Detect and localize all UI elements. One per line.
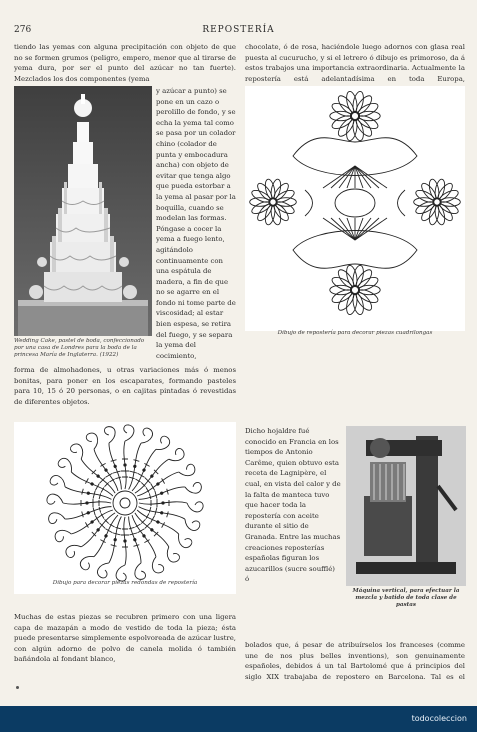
paragraph-left-full: forma de almohadones, u otras variaciones más ó menos bonitas, para poner en los escaparates, formando pasteles para 10, 15 ó 20 personas, o en cajitas pintadas ó revestidas de diferentes objetos. xyxy=(14,366,236,406)
caption-wedding-cake: Wedding Cake, pastel de boda, confeccionado por una casa de Londres para la boda de la princesa María de Inglaterra. (1922) xyxy=(14,338,145,359)
round-pattern-figure xyxy=(14,422,236,594)
caption-round-pattern: Dibujo para decorar piezas redondas de repostería xyxy=(52,580,198,586)
paragraph-right-bottom: bolados que, á pesar de atribuírselos los franceses (comme une de nos plus belles inventions), son genuinamente españoles, debidos á un tal Bartolomé que á principios del siglo XIX trabajaba de repostero en Barcelona. Tal es el xyxy=(245,641,465,681)
caption-quad-pattern: Dibujo de repostería para decorar piezas cuadrilongas xyxy=(277,330,433,336)
wedding-cake-photo xyxy=(14,86,152,336)
paragraph-left-bottom: Muchas de estas piezas se recubren primero con una ligera capa de mazapán a modo de vestido de toda la pieza; ésta puede presentarse simplemente espolvoreada de azúcar lustre, con algún adorno de polvo de canela molida ó también bañándola al fondant blanco, xyxy=(14,613,236,664)
round-pattern-drawing xyxy=(14,422,236,584)
paragraph-right-top: chocolate, ó de rosa, haciéndole luego adornos con glasa real puesta al cucurucho, y si el letrero ó dibujo es primoroso, da á estos trabajos una importancia extraordinaria. Actualmente la repostería está adelantadísima en toda Europa, xyxy=(245,43,465,83)
running-title: REPOSTERÍA xyxy=(202,25,275,35)
quad-pattern-figure xyxy=(245,86,465,331)
paragraph-left-top: tiendo las yemas con alguna precipitación con objeto de que no se formen grumos (peligro, empero, menor que al tirarse de yema dura, por ser el punto del azúcar no tan fuerte). Mezclados los dos componentes (yema xyxy=(14,43,236,83)
paragraph-left-narrow: y azúcar a punto) se pone en un cazo o perolillo de fondo, y se echa la yema tal como se pasa por un colador chino (colador de punta y embocadura ancha) con objeto de evitar que tenga algo que pueda estorbar a la yema al pasar por la boquilla, cuando se modelan las formas. Póngase a cocer la yema a fuego lento, agitándolo continuamente con una espátula de madera, a fin de que no se agarre en el fondo ni tome parte de viscosidad; al estar bien espesa, se retira del fuego, y se separa la yema del cocimiento, xyxy=(156,87,236,359)
page-number: 276 xyxy=(14,25,32,35)
quad-pattern-drawing xyxy=(245,86,465,318)
mixing-machine-photo xyxy=(346,426,466,586)
caption-mixing-machine: Máquina vertical, para efectuar la mezcla y batido de toda clase de pastas xyxy=(352,588,460,609)
paragraph-right-narrow: Dicho hojaldre fué conocido en Francia en los tiempos de Antonio Carême, quien obtuvo esta receta de Lagnipère, el cual, en vista del calor y de la falta de manteca tuvo que hacer toda la repostería con aceite durante el sitio de Granada. Entre las muchas creaciones reposterías españolas figuran los azucarillos (sucre soufflé) ó xyxy=(245,427,341,584)
margin-dot xyxy=(16,686,19,689)
watermark-text: todocoleccion xyxy=(411,714,467,723)
page-header xyxy=(14,25,463,39)
watermark-banner xyxy=(0,706,477,732)
